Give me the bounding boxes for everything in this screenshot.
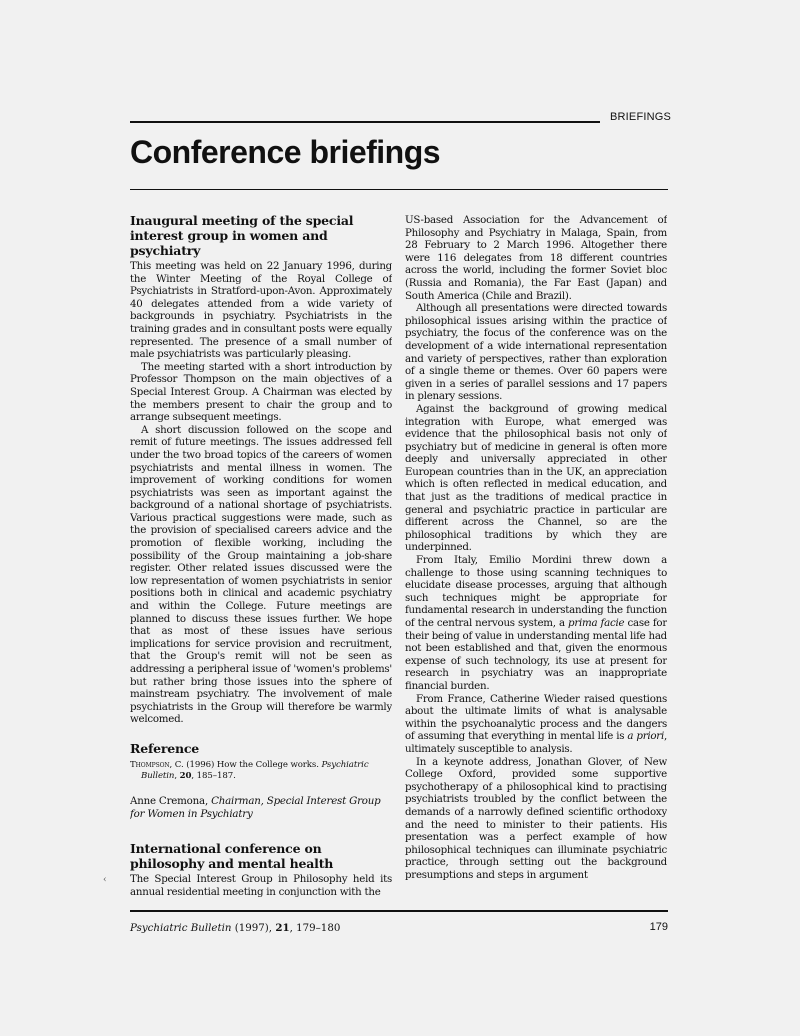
article2-paragraph-1-continuation: US-based Association for the Advancement of Philosophy and Psychiatry in Malaga, Spain, from 28 February to 2 March 1996. Altogether there were 116 delegates from 18 different countries across the world, including the former Soviet bloc (Russia and Romania), the Far East (Japan) and South America (Chile and Brazil). (405, 214, 667, 302)
article2-title: International conference on philosophy and mental health (130, 841, 334, 872)
wieder-text-b: , ultimately susceptible to analysis. (405, 730, 667, 755)
article2-paragraph-1-cont (405, 214, 667, 302)
page-title: Conference briefings (130, 134, 441, 170)
reference-heading: Reference (130, 740, 200, 756)
footer-journal: Psychiatric Bulletin (130, 922, 232, 934)
footer-citation (130, 922, 340, 934)
footer-pages: , 179–180 (289, 922, 341, 934)
section-label: BRIEFINGS (610, 111, 672, 123)
right-column (405, 213, 667, 900)
reference-pages: , 185–187. (191, 770, 236, 781)
wieder-text-a: From France, Catherine Wieder raised questions about the ultimate limits of what is analysable within the psychoanalytic process and the dangers of assuming that everything in mental life is (405, 692, 667, 743)
signature-name: Anne Cremona, (130, 794, 212, 807)
article2-paragraph-3: Against the background of growing medical integration with Europe, what emerged was evidence that the philosophical basis not only of psychiatry but of medicine in general is often more deeply and universally appreciated in other European countries than in the UK, an appreciation which is often reflected in medical education, and that just as the traditions of medical practice in general and psychiatric practice in particular are different across the Channel, so are the philosophical traditions by which they are underpinned. (405, 402, 667, 554)
reference-author: Thompson, C. (130, 759, 184, 770)
article1-signature (130, 795, 392, 820)
article1-paragraph-3: A short discussion followed on the scope and remit of future meetings. The issues addressed fell under the two broad topics of the careers of women psychiatrists and mental illness in women. The improvement of working conditions for women psychiatrists was seen as important against the background of a national shortage of psychiatrists. Various practical suggestions were made, such as the provision of specialised careers advice and the promotion of flexible working, including the possibility of the Group maintaining a job-share register. Other related issues discussed were the low representation of women psychiatrists in senior positions both in clinical and academic psychiatry and within the College. Future meetings are planned to discuss these issues further. We hope that as most of these issues have serious implications for service provision and recruitment, that the Group's remit will not be seen as addressing a peripheral issue of 'women's problems' but rather bring those issues into the sphere of mainstream psychiatry. The involvement of male psychiatrists in the Group will therefore be warmly welcomed. (130, 423, 392, 726)
left-column (130, 213, 392, 898)
reference-year-title: (1996) How the College works. (183, 759, 322, 770)
article2-paragraph-wieder (405, 693, 667, 756)
margin-mark: ‹ (103, 875, 107, 885)
reference-volume: 20 (179, 770, 192, 781)
title-rule (130, 189, 668, 190)
article2-paragraph-mordini (405, 554, 667, 693)
article2-paragraph-1: The Special Interest Group in Philosophy held its annual residential meeting in conjunction with the (130, 873, 392, 898)
footer-year: (1997), (231, 922, 276, 934)
mordini-text-b: case for their being of value in understanding mental life had not been established and that, given the enormous expense of such technology, its use at present for research in psychiatry was an inappropriate financial burden. (405, 617, 667, 692)
article2-paragraph-2: Although all presentations were directed towards philosophical issues arising within the practice of psychiatry, the focus of the conference was on the development of a wide international representation and variety of perspectives, rather than exploration of a single theme or themes. Over 60 papers were given in a series of parallel sessions and 17 papers in plenary sessions. (405, 302, 667, 403)
wieder-italic: a priori (627, 730, 664, 743)
mordini-text-a: From Italy, Emilio Mordini threw down a challenge to those using scanning techniques to elucidate disease processes, arguing that although such techniques might be appropriate for fundamental research in understanding the function of the central nervous system, a (405, 554, 667, 629)
article2-paragraph-glover: In a keynote address, Jonathan Glover, of New College Oxford, provided some supportive psychotherapy of a philosophical kind to practising psychiatrists troubled by the conflict between the demands of a narrowly defined scientific orthodoxy and the need to minister to their patients. His presentation was a perfect example of how philosophical techniques can illuminate psychiatric practice, through setting out the background presumptions and steps in argument (405, 755, 667, 881)
article1-paragraph-2: The meeting started with a short introduction by Professor Thompson on the main objectives of a Special Interest Group. A Chairman was elected by the members present to chair the group and to arrange subsequent meetings. (130, 360, 392, 424)
signature-role: Chairman, Special Interest Group for Women in Psychiatry (130, 794, 381, 820)
page-number: 179 (649, 921, 668, 933)
article1-title: Inaugural meeting of the special interest group in women and psychiatry (130, 213, 354, 258)
header-rule (130, 121, 600, 123)
reference-journal: Psychiatric Bulletin (141, 759, 369, 781)
footer-volume: 21 (275, 922, 290, 934)
article1-paragraph-1: This meeting was held on 22 January 1996, during the Winter Meeting of the Royal College of Psychiatrists in Stratford-upon-Avon. Approximately 40 delegates attended from a wide variety of backgrounds in psychiatry. Psychiatrists in the training grades and in consultant posts were equally represented. The presence of a small number of male psychiatrists was particularly pleasing. (130, 260, 392, 361)
reference-entry: Thompson, C. (1996) How the College works. Psychiatric Bulletin, 20, 185–187. (130, 759, 369, 781)
mordini-italic: prima facie (568, 617, 625, 629)
footer-rule (130, 910, 668, 912)
